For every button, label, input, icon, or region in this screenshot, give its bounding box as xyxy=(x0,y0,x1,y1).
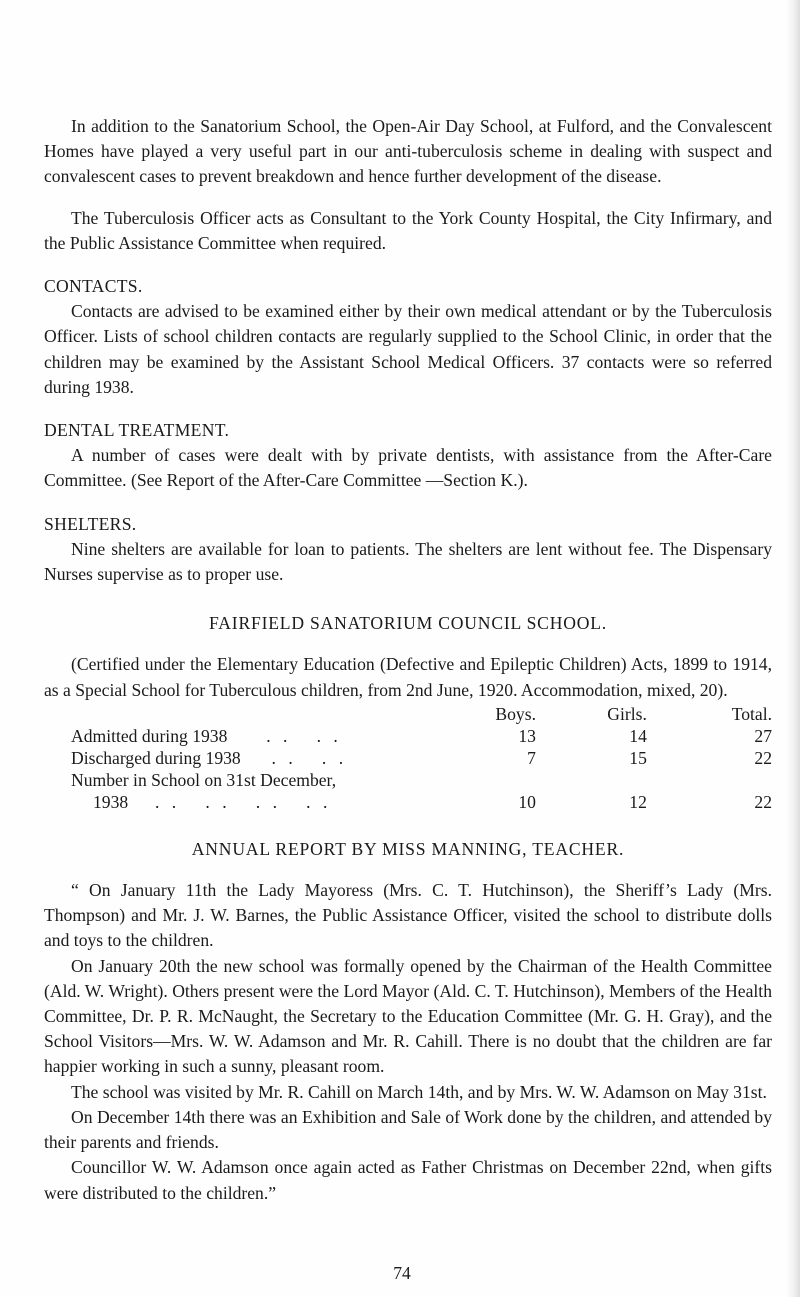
dental-heading: DENTAL TREATMENT. xyxy=(44,420,230,441)
cell-girls: 12 xyxy=(629,791,647,812)
report-paragraph: On December 14th there was an Exhibition and Sale of Work done by the children, and attended by their parents and friends. xyxy=(44,1106,772,1153)
table-row xyxy=(71,769,772,791)
cell-total: 27 xyxy=(754,725,772,746)
header-boys: Boys. xyxy=(495,703,536,724)
shelters-paragraph: Nine shelters are available for loan to patients. The shelters are lent without fee. The Dispensary Nurses supervise as to proper use. xyxy=(44,538,772,585)
shelters-heading: SHELTERS. xyxy=(44,513,137,534)
report-paragraph: “ On January 11th the Lady Mayoress (Mrs. C. T. Hutchinson), the Sheriff’s Lady (Mrs. Thompson) and Mr. J. W. Barnes, the Public Assistance Officer, visited the school to distribute dolls and toys to the children. xyxy=(44,880,772,951)
page-edge-shadow xyxy=(786,0,800,1297)
report-paragraph: On January 20th the new school was formally opened by the Chairman of the Health Committee (Ald. W. Wright). Others present were the Lord Mayor (Ald. C. T. Hutchinson), Members of the Health Committee, Dr. P. R. McNaught, the Secretary to the Education Committee (Mr. G. H. Gray), and the School Visitors—Mrs. W. W. Adamson and Mr. R. Cahill. There is no doubt that the children are far happier working in such a sunny, pleasant room. xyxy=(44,955,772,1077)
row-leader-dots: . . . . xyxy=(271,747,348,768)
report-paragraph: The school was visited by Mr. R. Cahill on March 14th, and by Mrs. W. W. Adamson on May 31st. xyxy=(71,1081,767,1102)
cell-girls: 14 xyxy=(629,725,647,746)
row-label: Admitted during 1938 xyxy=(71,725,228,746)
report-heading: ANNUAL REPORT BY MISS MANNING, TEACHER. xyxy=(191,838,625,859)
cell-girls: 15 xyxy=(629,747,647,768)
row-leader-dots: . . . . xyxy=(266,725,342,746)
fairfield-intro: (Certified under the Elementary Education (Defective and Epileptic Children) Acts, 1899 to 1914, as a Special School for Tuberculous children, from 2nd June, 1920. Accommodation, mixed, 20). xyxy=(44,654,772,700)
cell-boys: 7 xyxy=(527,747,536,768)
fairfield-heading: FAIRFIELD SANATORIUM COUNCIL SCHOOL. xyxy=(209,613,607,634)
intro-paragraph-2: The Tuberculosis Officer acts as Consultant to the York County Hospital, the City Infirmary, and the Public Assistance Committee when required. xyxy=(44,207,772,253)
row-label: Number in School on 31st December, xyxy=(71,769,337,790)
cell-total: 22 xyxy=(754,747,772,768)
table-header-row xyxy=(71,703,772,725)
table-row xyxy=(71,747,772,769)
header-girls: Girls. xyxy=(607,703,647,724)
admissions-table xyxy=(71,703,772,813)
document-page xyxy=(44,114,772,1206)
row-leader-dots: . . . . . . . . xyxy=(155,791,332,812)
header-total: Total. xyxy=(731,703,772,724)
intro-paragraph-1: In addition to the Sanatorium School, the Open-Air Day School, at Fulford, and the Convalescent Homes have played a very useful part in our anti-tuberculosis scheme in dealing with suspect and convalescent cases to prevent breakdown and hence further development of the disease. xyxy=(44,116,772,187)
row-label-year: 1938 xyxy=(93,791,129,812)
report-paragraph: Councillor W. W. Adamson once again acted as Father Christmas on December 22nd, when gifts were distributed to the children.” xyxy=(44,1157,772,1203)
table-row-continued xyxy=(71,791,772,813)
table-row xyxy=(71,725,772,747)
cell-boys: 13 xyxy=(518,725,536,746)
contacts-heading: CONTACTS. xyxy=(44,276,143,297)
contacts-paragraph: Contacts are advised to be examined either by their own medical attendant or by the Tuberculosis Officer. Lists of school children contacts are regularly supplied to the School Clinic, in order that the children may be examined by the Assistant School Medical Officers. 37 contacts were so referred during 1938. xyxy=(44,301,772,397)
row-label: Discharged during 1938 xyxy=(71,747,241,768)
cell-boys: 10 xyxy=(518,791,536,812)
dental-paragraph: A number of cases were dealt with by private dentists, with assistance from the After-Care Committee. (See Report of the After-Care Committee —Section K.). xyxy=(44,445,772,491)
page-number: 74 xyxy=(393,1263,411,1283)
cell-total: 22 xyxy=(754,791,772,812)
